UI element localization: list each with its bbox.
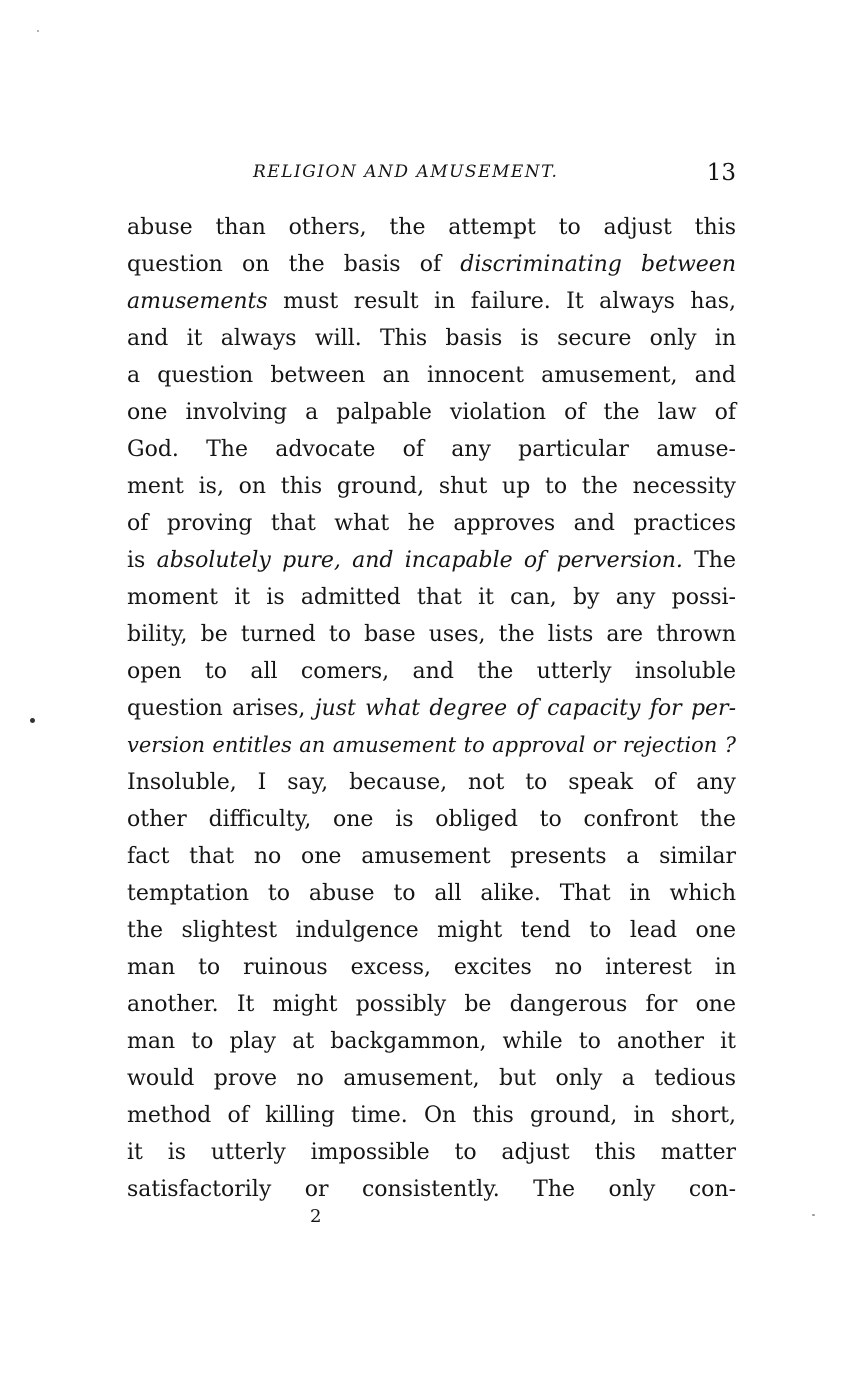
text-run: fact that no one amusement presents a similar xyxy=(127,844,736,869)
text-line xyxy=(127,1023,736,1060)
text-line xyxy=(127,283,736,320)
text-run: God. The advocate of any particular amuse- xyxy=(127,437,736,462)
ink-speck xyxy=(812,1214,815,1216)
text-run: abuse than others, the attempt to adjust this xyxy=(127,215,736,240)
text-line xyxy=(127,431,736,468)
text-run: ment is, on this ground, shut up to the necessity xyxy=(127,474,736,499)
text-run: is xyxy=(127,548,157,573)
text-run: and it always will. This basis is secure only in xyxy=(127,326,736,351)
text-line xyxy=(127,246,736,283)
text-run: one involving a palpable violation of the law of xyxy=(127,400,736,425)
text-line xyxy=(127,1097,736,1134)
text-line xyxy=(127,1134,736,1171)
text-line xyxy=(127,394,736,431)
text-line xyxy=(127,320,736,357)
text-line xyxy=(127,357,736,394)
text-run: man to play at backgammon, while to another it xyxy=(127,1029,736,1054)
text-run: of proving that what he approves and practices xyxy=(127,511,736,536)
text-run: method of killing time. On this ground, in short, xyxy=(127,1103,736,1128)
italic-text: absolutely pure, and incapable of perversion. xyxy=(156,548,683,573)
text-run: moment it is admitted that it can, by any possi- xyxy=(127,585,736,610)
page-header xyxy=(127,160,736,192)
text-run: question arises, xyxy=(127,696,315,721)
text-run: man to ruinous excess, excites no interest in xyxy=(127,955,736,980)
text-line xyxy=(127,764,736,801)
text-line xyxy=(127,579,736,616)
text-run: open to all comers, and the utterly insoluble xyxy=(127,659,736,684)
text-line xyxy=(127,801,736,838)
text-run: would prove no amusement, but only a tedious xyxy=(127,1066,736,1091)
text-line xyxy=(127,838,736,875)
text-line xyxy=(127,616,736,653)
text-line xyxy=(127,1171,736,1208)
text-run: must result in failure. It always has, xyxy=(267,289,736,314)
text-line xyxy=(127,690,736,727)
running-head: RELIGION AND AMUSEMENT. xyxy=(253,162,559,182)
italic-text: just what degree of capacity for per- xyxy=(314,696,736,721)
body-text xyxy=(127,209,736,1208)
text-line xyxy=(127,1060,736,1097)
italic-text: amusements xyxy=(127,289,268,314)
text-run: the slightest indulgence might tend to lead one xyxy=(127,918,736,943)
text-line xyxy=(127,986,736,1023)
text-run: temptation to abuse to all alike. That in which xyxy=(127,881,736,906)
text-line xyxy=(127,468,736,505)
text-line xyxy=(127,727,736,764)
italic-text: version entitles an amusement to approval or rejection ? xyxy=(127,733,736,757)
signature-mark: 2 xyxy=(310,1206,322,1227)
italic-text: discriminating between xyxy=(460,252,736,277)
page-number: 13 xyxy=(706,160,736,186)
text-run: bility, be turned to base uses, the lists are thrown xyxy=(127,622,736,647)
ink-speck xyxy=(30,718,35,723)
text-line xyxy=(127,542,736,579)
text-line xyxy=(127,875,736,912)
text-line xyxy=(127,653,736,690)
text-run: The xyxy=(682,548,736,573)
text-run: a question between an innocent amusement, and xyxy=(127,363,736,388)
text-run: other difficulty, one is obliged to confront the xyxy=(127,807,736,832)
text-run: Insoluble, I say, because, not to speak of any xyxy=(127,770,736,795)
text-run: question on the basis of xyxy=(127,252,461,277)
text-line xyxy=(127,505,736,542)
text-run: it is utterly impossible to adjust this matter xyxy=(127,1140,736,1165)
text-line xyxy=(127,209,736,246)
text-run: another. It might possibly be dangerous for one xyxy=(127,992,736,1017)
ink-speck xyxy=(37,30,39,32)
text-run: satisfactorily or consistently. The only con- xyxy=(127,1177,736,1202)
text-line xyxy=(127,949,736,986)
text-line xyxy=(127,912,736,949)
